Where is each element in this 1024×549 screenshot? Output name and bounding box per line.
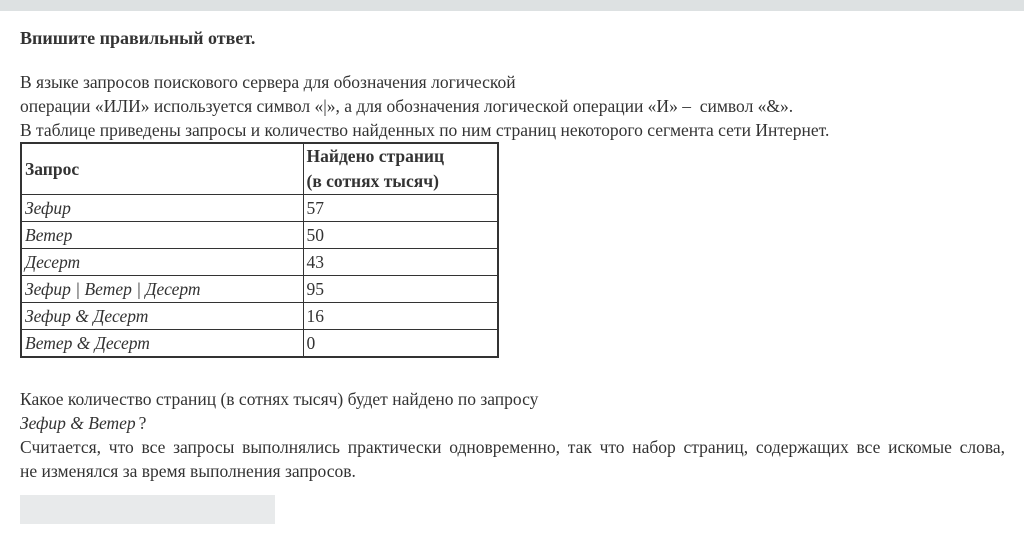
pages-cell: 43 [303, 249, 498, 276]
query-cell: Зефир | Ветер | Десерт [21, 276, 303, 303]
question-ask-line: Какое количество страниц (в сотнях тысяч) будет найдено по запросу [20, 389, 539, 409]
table-row [21, 303, 498, 330]
question-page [0, 11, 1024, 524]
col-header-query: Запрос [21, 143, 303, 195]
answer-input[interactable] [20, 495, 275, 524]
query-cell: Зефир [21, 195, 303, 222]
note-line-2: не изменялся за время выполнения запросов. [20, 461, 356, 481]
page-title: Впишите правильный ответ. [20, 28, 256, 48]
col-header-pages [303, 143, 498, 195]
pages-cell: 95 [303, 276, 498, 303]
intro-line-2: операции «ИЛИ» используется символ «|», а для обозначения логической операции «И» – символ «&». [20, 96, 794, 116]
table-row [21, 330, 498, 358]
question-query: Зефир & Ветер [20, 413, 136, 433]
note-line-1: Считается, что все запросы выполнялись практически одновременно, так что набор страниц, содержащих все искомые слова, [20, 437, 1005, 457]
col-header-pages-line2: (в сотнях тысяч) [306, 171, 439, 191]
table-header-row [21, 143, 498, 195]
pages-cell: 16 [303, 303, 498, 330]
intro-text [20, 70, 1005, 142]
top-bar [0, 0, 1024, 11]
queries-table [20, 142, 499, 358]
query-cell: Ветер & Десерт [21, 330, 303, 358]
question-query-suffix: ? [138, 413, 147, 433]
query-cell: Десерт [21, 249, 303, 276]
intro-line-3: В таблице приведены запросы и количество найденных по ним страниц некоторого сегмента сети Интернет. [20, 120, 830, 140]
question-text [20, 387, 1005, 483]
pages-cell: 57 [303, 195, 498, 222]
question-query-line [20, 411, 1005, 435]
intro-line-1: В языке запросов поискового сервера для обозначения логической [20, 72, 516, 92]
table-row [21, 222, 498, 249]
table-row [21, 195, 498, 222]
table-row [21, 276, 498, 303]
query-cell: Ветер [21, 222, 303, 249]
query-cell: Зефир & Десерт [21, 303, 303, 330]
pages-cell: 50 [303, 222, 498, 249]
pages-cell: 0 [303, 330, 498, 358]
table-row [21, 249, 498, 276]
col-header-pages-line1: Найдено страниц [306, 146, 445, 166]
